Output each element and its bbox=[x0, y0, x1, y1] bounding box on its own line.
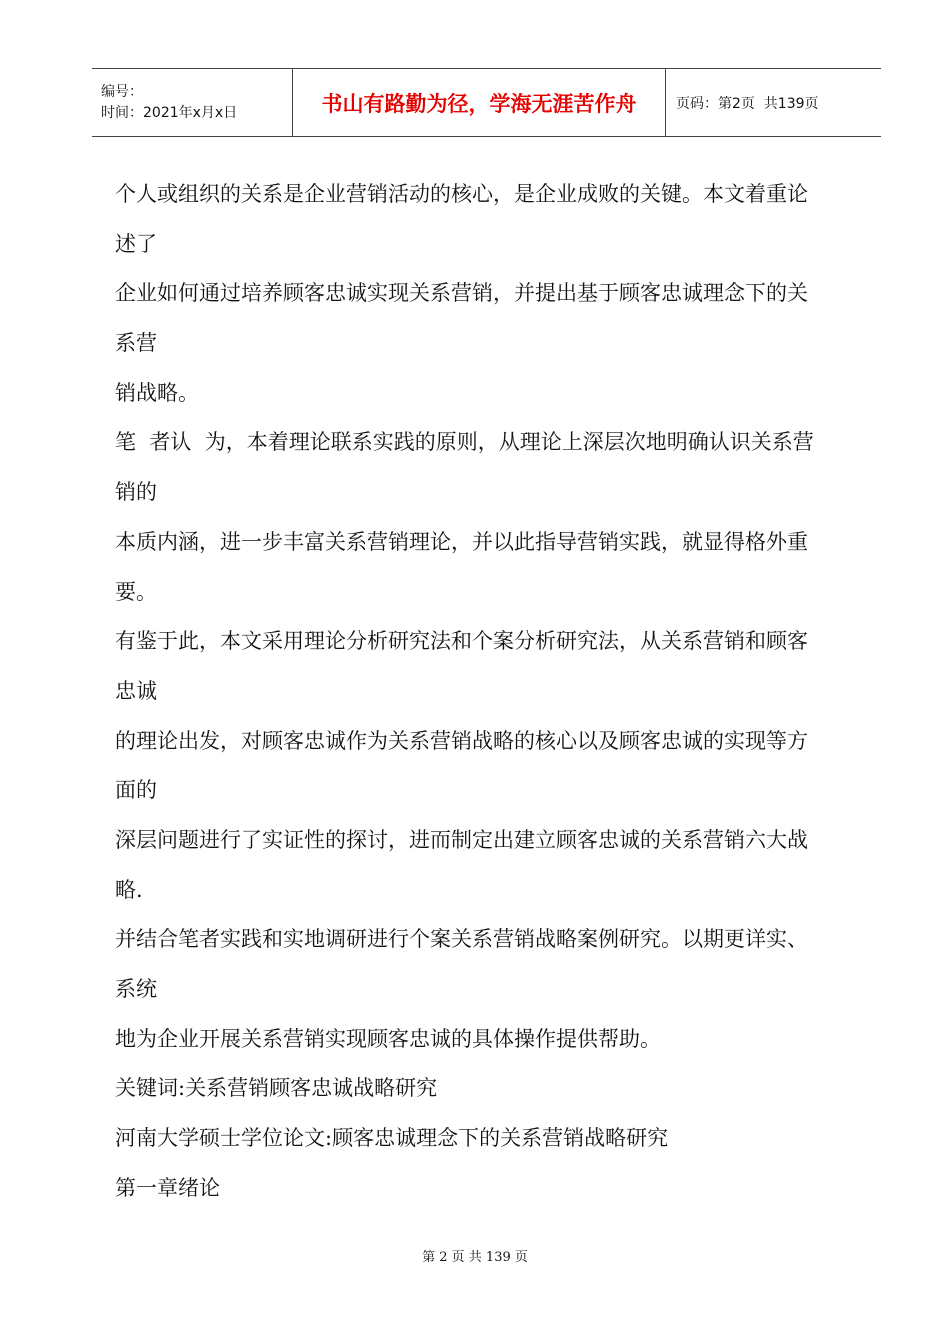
body-line: 要。 bbox=[115, 579, 157, 604]
body-line: 销战略。 bbox=[115, 380, 199, 405]
keywords-line: 关键词:关系营销顾客忠诚战略研究 bbox=[115, 1076, 438, 1101]
header-page-text: 页码：第2页 共139页 bbox=[676, 95, 819, 112]
body-line: 并结合笔者实践和实地调研进行个案关系营销战略案例研究。以期更详实、 bbox=[115, 927, 808, 952]
header-page-info bbox=[666, 69, 881, 136]
header-motto: 书山有路勤为径，学海无涯苦作舟 bbox=[293, 69, 666, 136]
body-line: 述了 bbox=[115, 231, 157, 256]
body-line: 本质内涵，进一步丰富关系营销理论，并以此指导营销实践，就显得格外重 bbox=[115, 529, 808, 554]
document-body bbox=[115, 170, 860, 1213]
body-line: 销的 bbox=[115, 480, 157, 505]
body-line: 略. bbox=[115, 877, 143, 902]
body-line: 忠诚 bbox=[115, 678, 157, 703]
page-header bbox=[92, 68, 881, 137]
document-number-label: 编号： bbox=[101, 83, 143, 100]
document-time: 时间：2021年x月x日 bbox=[101, 104, 238, 121]
body-line: 笔 者认 为，本着理论联系实践的原则，从理论上深层次地明确认识关系营 bbox=[115, 430, 814, 455]
body-line: 系统 bbox=[115, 977, 157, 1001]
thesis-title-line: 河南大学硕士学位论文:顾客忠诚理念下的关系营销战略研究 bbox=[115, 1126, 669, 1151]
page-footer: 第 2 页 共 139 页 bbox=[422, 1250, 528, 1265]
body-line: 有鉴于此，本文采用理论分析研究法和个案分析研究法，从关系营销和顾客 bbox=[115, 629, 808, 654]
body-line: 面的 bbox=[115, 778, 157, 803]
body-line: 企业如何通过培养顾客忠诚实现关系营销，并提出基于顾客忠诚理念下的关 bbox=[115, 281, 808, 306]
body-line: 个人或组织的关系是企业营销活动的核心，是企业成败的关键。本文着重论 bbox=[115, 182, 808, 206]
body-line: 系营 bbox=[115, 331, 157, 356]
body-line: 深层问题进行了实证性的探讨，进而制定出建立顾客忠诚的关系营销六大战 bbox=[115, 827, 808, 852]
body-line: 的理论出发，对顾客忠诚作为关系营销战略的核心以及顾客忠诚的实现等方 bbox=[115, 728, 808, 753]
chapter-heading: 第一章绪论 bbox=[115, 1175, 220, 1200]
body-line: 地为企业开展关系营销实现顾客忠诚的具体操作提供帮助。 bbox=[115, 1026, 661, 1051]
header-meta bbox=[92, 69, 293, 136]
